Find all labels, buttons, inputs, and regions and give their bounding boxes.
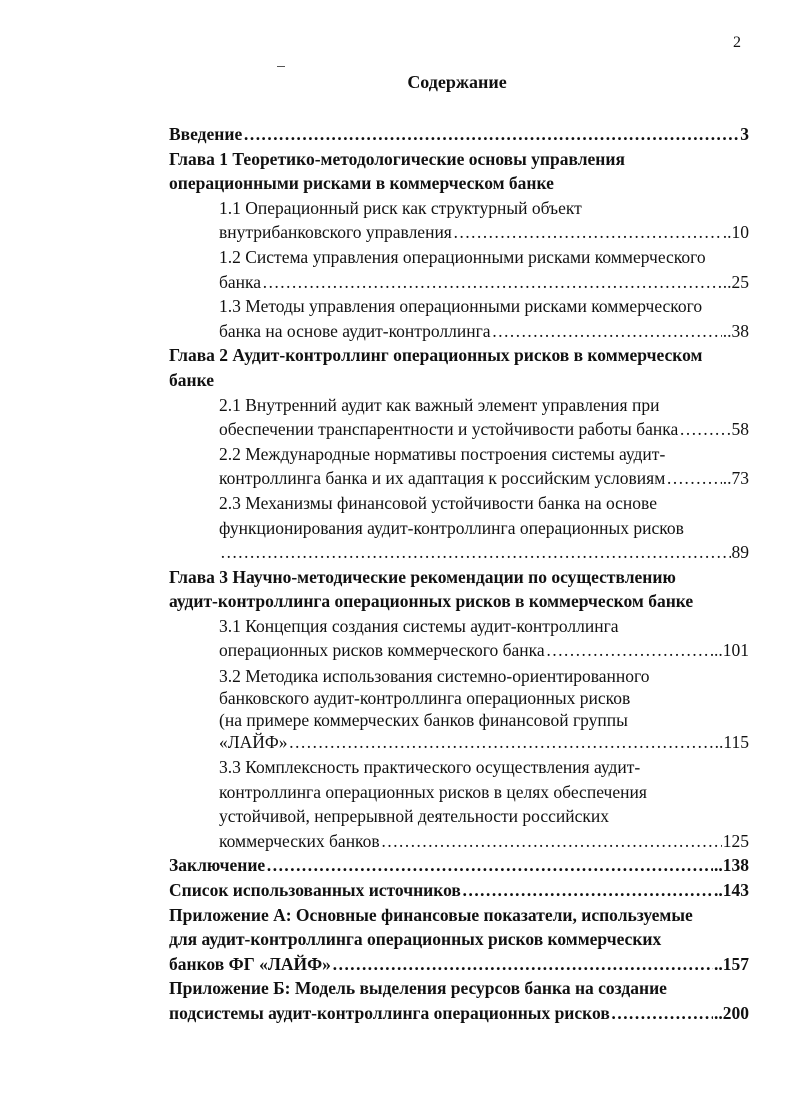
toc-entry-1-3[interactable] (169, 294, 749, 343)
toc-page-number: 89 (731, 542, 749, 563)
toc-entry-appendix-b[interactable] (169, 976, 749, 1025)
toc-entry-line: контроллинга банка и их адаптация к российским условиям (219, 468, 666, 489)
toc-entry-line: 1.1 Операционный риск как структурный объект (219, 197, 582, 218)
dot-leader (262, 270, 722, 295)
toc-entry-line: банка (219, 271, 262, 292)
scan-speck (277, 66, 285, 67)
toc-page-number: ..138 (714, 855, 749, 876)
dot-leader (220, 540, 731, 565)
toc-entry-3-2[interactable] (169, 665, 749, 753)
toc-entry-line: операционных рисков коммерческого банка (219, 640, 545, 661)
toc-entry-sources[interactable] (169, 878, 749, 903)
dot-leader (611, 1001, 713, 1026)
page-number: 2 (733, 34, 741, 51)
dot-leader (666, 466, 721, 491)
toc-entry-2-2[interactable] (169, 442, 749, 491)
toc-entry-1-2[interactable] (169, 245, 749, 294)
dot-leader (288, 731, 713, 753)
toc-entry-appendix-a[interactable] (169, 903, 749, 977)
toc-entry-line: банковского аудит-контроллинга операционных рисков (219, 688, 631, 709)
dot-leader (462, 878, 713, 903)
toc-page-number: ..157 (714, 953, 749, 974)
toc-entry-line: (на примере коммерческих банков финансовой группы (219, 710, 628, 731)
toc-entry-line: подсистемы аудит-контроллинга операционных рисков (169, 1003, 610, 1023)
toc-entry-line: устойчивой, непрерывной деятельности российских (219, 806, 610, 827)
toc-page-number: ..73 (722, 468, 749, 489)
toc-entry-line: «ЛАЙФ» (219, 732, 288, 753)
dot-leader (492, 319, 722, 344)
toc-entry-3-1[interactable] (169, 614, 749, 663)
dot-leader (546, 638, 713, 663)
toc-chapter-line: операционными рисками в коммерческом банке (169, 173, 554, 194)
table-of-contents (169, 122, 749, 1026)
toc-entry-line: для аудит-контроллинга операционных рисков коммерческих (169, 929, 662, 950)
toc-entry-line: 2.3 Механизмы финансовой устойчивости банка на основе (219, 492, 657, 513)
toc-page-number: ..115 (714, 732, 749, 753)
toc-page-number: ..143 (714, 880, 749, 901)
toc-entry-2-1[interactable] (169, 393, 749, 442)
toc-entry-1-1[interactable] (169, 196, 749, 245)
dot-leader (243, 122, 739, 147)
toc-page-number: ..38 (722, 320, 749, 341)
toc-chapter-line: Глава 1 Теоретико-методологические основы управления (169, 148, 625, 169)
toc-entry-line: коммерческих банков (219, 830, 380, 851)
toc-chapter-3 (169, 565, 749, 614)
toc-entry-line: 3.1 Концепция создания системы аудит-контроллинга (219, 615, 619, 636)
toc-entry-intro[interactable] (169, 122, 749, 147)
toc-chapter-line: банке (169, 369, 214, 390)
toc-entry-line: банков ФГ «ЛАЙФ» (169, 953, 331, 974)
toc-page-number: 125 (722, 830, 749, 851)
dot-leader (332, 952, 713, 977)
toc-entry-line: 3.2 Методика использования системно-ориентированного (219, 666, 650, 687)
toc-page-number: ..101 (714, 640, 749, 661)
toc-entry-label: Заключение (169, 855, 266, 876)
toc-entry-label: Введение (169, 124, 243, 144)
toc-page-number: ..10 (722, 222, 749, 243)
toc-chapter-line: Глава 2 Аудит-контроллинг операционных рисков в коммерческом (169, 345, 703, 366)
toc-entry-label: Список использованных источников (169, 880, 461, 901)
toc-entry-line: 2.2 Международные нормативы построения системы аудит- (219, 443, 666, 464)
toc-entry-line: 3.3 Комплексность практического осуществления аудит- (219, 757, 641, 778)
dot-leader (381, 829, 722, 854)
page-title: Содержание (407, 72, 507, 92)
toc-entry-line: обеспечении транспарентности и устойчивости работы банка (219, 419, 679, 440)
toc-entry-2-3[interactable] (169, 491, 749, 565)
toc-chapter-1 (169, 147, 749, 196)
toc-page-number: 58 (731, 419, 749, 440)
toc-entry-line: Приложение Б: Модель выделения ресурсов банка на создание (169, 978, 667, 999)
toc-entry-line: внутрибанковского управления (219, 222, 452, 243)
toc-chapter-line: аудит-контроллинга операционных рисков в коммерческом банке (169, 591, 694, 612)
toc-chapter-2 (169, 343, 749, 392)
toc-entry-line: банка на основе аудит-контроллинга (219, 320, 491, 341)
toc-entry-line: функционирования аудит-контроллинга операционных рисков (219, 517, 684, 538)
toc-entry-line: Приложение А: Основные финансовые показатели, используемые (169, 904, 693, 925)
toc-page-number: ..200 (714, 1003, 749, 1023)
toc-entry-line: 2.1 Внутренний аудит как важный элемент управления при (219, 394, 660, 415)
toc-entry-line: 1.2 Система управления операционными рисками коммерческого (219, 246, 706, 267)
toc-page-number: ..25 (722, 271, 749, 292)
dot-leader (266, 853, 713, 878)
toc-entry-3-3[interactable] (169, 755, 749, 853)
toc-entry-line: 1.3 Методы управления операционными рисками коммерческого (219, 296, 703, 317)
dot-leader (453, 220, 722, 245)
toc-entry-line: контроллинга операционных рисков в целях обеспечения (219, 781, 647, 802)
toc-entry-conclusion[interactable] (169, 853, 749, 878)
dot-leader (679, 417, 730, 442)
toc-chapter-line: Глава 3 Научно-методические рекомендации по осуществлению (169, 566, 676, 587)
toc-page-number: 3 (740, 124, 749, 144)
